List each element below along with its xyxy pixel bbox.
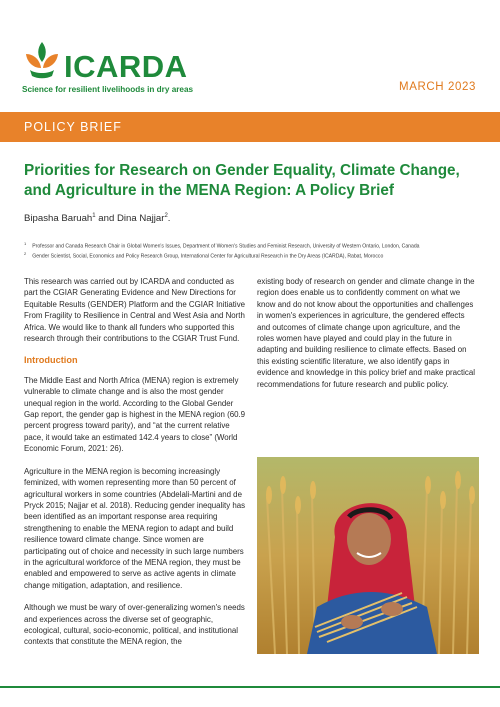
title-line-2: and Agriculture in the MENA Region: A Policy Brief — [24, 182, 394, 199]
publication-date: MARCH 2023 — [399, 81, 476, 93]
icarda-logo — [22, 38, 212, 98]
affiliation-1-text: Professor and Canada Research Chair in Global Women's Issues, Department of Women's Studies and Feminist Research, University of Western Ontario, London, Canada — [32, 243, 420, 250]
intro-paragraph-3: Although we must be wary of over-generalizing women's needs and experiences across the diverse set of geographic, ecological, cultural, socio-economic, political, and institutional contexts that constitute the MENA region, the — [24, 603, 245, 647]
author-1: Bipasha Baruah — [24, 213, 93, 225]
page-title — [24, 161, 484, 201]
introduction-heading: Introduction — [24, 355, 78, 366]
banner-label: POLICY BRIEF — [24, 120, 122, 134]
affiliation-2 — [24, 251, 484, 260]
brand-name: ICARDA — [64, 49, 188, 84]
right-column — [257, 276, 479, 401]
farmer-wheat-photo — [257, 457, 479, 654]
leaf-logo-icon — [22, 40, 62, 84]
author-2-sup: 2 — [164, 213, 168, 219]
left-column — [24, 276, 246, 659]
affiliation-2-num: 2 — [24, 251, 27, 256]
intro-paragraph-1: The Middle East and North Africa (MENA) region is extremely vulnerable to climate change and is also the most gender unequal region in the world. According to the Global Gender Gap report, the gender gap is highest in the MENA region (60.9 percent progress toward parity), and “at the current relative pace, it would take an estimated 142.4 years to close” (World Economic Forum, 2021: 26). — [24, 375, 246, 454]
author-end: . — [167, 213, 171, 225]
right-paragraph-1: existing body of research on gender and climate change in the region does enable us to confidently comment on what we know and do not know about the opportunities and challenges in women's experiences in agriculture, the gendered effects and outcomes of climate change upon agriculture, and the roles women have played and could play in the future in adapting and building resilience to climate effects. Based on this existing scientific literature, we also identify gaps in evidence and knowledge in this policy brief and make practical recommendations for future research and public policy. — [257, 277, 475, 389]
title-line-1: Priorities for Research on Gender Equality, Climate Change, — [24, 162, 460, 179]
author-line — [24, 213, 170, 224]
intro-paragraph-2: Agriculture in the MENA region is becoming increasingly feminized, with women representing more than 50 percent of agricultural workers in some countries (Abdelali-Martini and de Pryck 2015; Najjar et al. 2018). Reducing gender inequality has been identified as an important response area requiring strengthening to enable the MENA region to adapt and build resilience toward climate change. Since women are participating out of choice and necessity in such large numbers in the agricultural workforce of the MENA region, they must be enabled and empowered to serve as active agents in climate change mitigation, adaptation, and resilience. — [24, 466, 246, 590]
footer-divider — [0, 686, 500, 688]
affiliation-1 — [24, 241, 484, 250]
author-and: and — [95, 213, 117, 225]
author-1-sup: 1 — [92, 213, 96, 219]
affiliation-1-num: 1 — [24, 241, 27, 246]
author-2: Dina Najjar — [116, 213, 165, 225]
brand-tagline: Science for resilient livelihoods in dry areas — [22, 85, 194, 94]
affiliation-2-text: Gender Scientist, Social, Economics and Policy Research Group, International Center for Agricultural Research in the Dry Areas (ICARDA), Rabat, Morocco — [32, 253, 384, 260]
policy-brief-banner — [0, 112, 500, 142]
acknowledgement-paragraph: This research was carried out by ICARDA and conducted as part the CGIAR Generating Evidence and New Directions for Equitable Results (GENDER) Platform and the CGIAR Initiative From Fragility to Resilience in Central and West Asia and North Africa. We would like to thank all funders who supported this research through their contributions to the CGIAR Trust Fund. — [24, 277, 246, 344]
